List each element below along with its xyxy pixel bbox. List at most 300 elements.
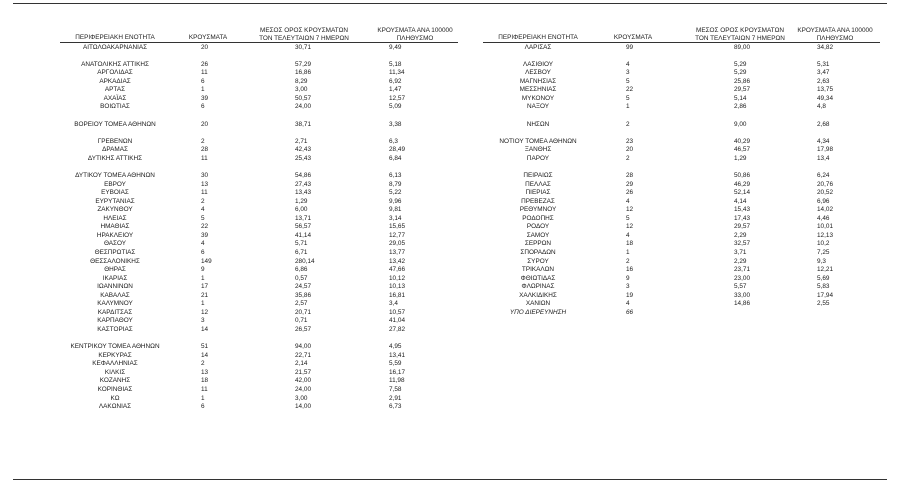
avg-cell: 3,71 — [734, 248, 747, 256]
left-header-avg-line1: ΜΕΣΟΣ ΟΡΟΣ ΚΡΟΥΣΜΑΤΩΝ — [260, 27, 348, 34]
avg-cell: 5,57 — [734, 283, 747, 291]
table-row — [0, 386, 900, 395]
avg-cell: 0,57 — [295, 274, 308, 282]
cases-cell: 14 — [201, 326, 209, 333]
avg-cell: 14,86 — [734, 300, 750, 308]
cases-cell: 21 — [201, 291, 209, 299]
per100k-cell: 11,98 — [389, 377, 405, 385]
table-row — [0, 258, 900, 267]
avg-cell: 1,29 — [734, 154, 747, 162]
per100k-cell: 27,82 — [389, 326, 405, 333]
cases-cell: 39 — [201, 94, 209, 102]
avg-cell: 29,57 — [734, 86, 750, 94]
table-row — [0, 300, 900, 309]
cases-cell: 2 — [201, 137, 205, 145]
cases-cell: 4 — [626, 197, 630, 205]
cases-cell: 23 — [626, 137, 634, 145]
per100k-cell: 10,12 — [389, 274, 405, 282]
region-cell: ΧΑΝΙΩΝ — [525, 300, 551, 308]
region-cell: ΚΕΦΑΛΛΗΝΙΑΣ — [92, 360, 138, 368]
cases-cell: 4 — [626, 300, 630, 308]
per100k-cell: 6,84 — [389, 154, 402, 162]
avg-cell: 5,14 — [734, 94, 747, 102]
cases-cell: 16 — [626, 266, 634, 274]
region-cell: ΛΕΣΒΟΥ — [525, 69, 551, 77]
per100k-cell: 12,13 — [817, 231, 833, 239]
avg-cell: 41,14 — [295, 231, 311, 239]
per100k-cell: 12,77 — [389, 231, 405, 239]
region-cell: ΠΕΙΡΑΙΩΣ — [523, 171, 553, 179]
region-cell: ΚΙΛΚΙΣ — [104, 368, 126, 376]
avg-cell: 2,57 — [295, 300, 308, 308]
table-row — [0, 360, 900, 369]
per100k-cell: 3,38 — [389, 120, 402, 128]
right-header-avg — [690, 27, 790, 42]
left-header-cases: ΚΡΟΥΣΜΑΤΑ — [188, 34, 228, 41]
per100k-cell: 5,59 — [389, 360, 402, 368]
per100k-cell: 10,57 — [389, 308, 405, 316]
cases-cell: 4 — [626, 60, 630, 68]
per100k-cell: 13,4 — [817, 154, 830, 162]
cases-cell: 26 — [201, 60, 209, 68]
per100k-cell: 3,4 — [389, 300, 398, 308]
cases-cell: 13 — [201, 180, 209, 188]
region-cell: ΕΒΡΟΥ — [104, 180, 126, 188]
cases-cell: 4 — [626, 231, 630, 239]
cases-cell: 1 — [201, 300, 205, 308]
region-cell: ΘΗΡΑΣ — [104, 266, 126, 274]
region-cell: ΒΟΙΩΤΙΑΣ — [100, 103, 130, 111]
region-cell: ΣΕΡΡΩΝ — [524, 240, 552, 248]
per100k-cell: 12,57 — [389, 94, 405, 102]
cases-cell: 30 — [201, 171, 209, 179]
table-row — [0, 44, 900, 53]
cases-cell: 1 — [201, 394, 205, 402]
per100k-cell: 2,63 — [817, 77, 830, 85]
table-row — [0, 317, 900, 326]
table-row — [0, 232, 900, 241]
avg-cell: 57,29 — [295, 60, 311, 68]
cases-cell: 2 — [626, 154, 630, 162]
region-cell: ΚΑΣΤΟΡΙΑΣ — [97, 326, 133, 333]
region-cell: ΗΜΑΘΙΑΣ — [100, 223, 130, 231]
region-cell: ΔΥΤΙΚΗΣ ΑΤΤΙΚΗΣ — [87, 154, 143, 162]
per100k-cell: 15,65 — [389, 223, 405, 231]
region-cell: ΒΟΡΕΙΟΥ ΤΟΜΕΑ ΑΘΗΝΩΝ — [74, 120, 156, 128]
right-header-cases: ΚΡΟΥΣΜΑΤΑ — [613, 34, 653, 41]
region-cell: ΜΕΣΣΗΝΙΑΣ — [519, 86, 557, 94]
right-header-region: ΠΕΡΙΦΕΡΕΙΑΚΗ ΕΝΟΤΗΤΑ — [498, 34, 578, 41]
per100k-cell: 47,66 — [389, 266, 405, 274]
cases-cell: 51 — [201, 343, 209, 351]
cases-cell: 20 — [201, 120, 209, 128]
cases-cell: 12 — [626, 206, 634, 214]
cases-cell: 20 — [201, 43, 209, 51]
table-row — [0, 240, 900, 249]
per100k-cell: 10,13 — [389, 283, 405, 291]
avg-cell: 14,00 — [295, 403, 311, 410]
per100k-cell: 28,49 — [389, 146, 405, 154]
avg-cell: 46,57 — [734, 146, 750, 154]
per100k-cell: 13,75 — [817, 86, 833, 94]
region-cell: ΠΑΡΟΥ — [526, 154, 550, 162]
per100k-cell: 34,82 — [817, 43, 833, 51]
avg-cell: 5,71 — [295, 240, 308, 248]
region-cell: ΡΕΘΥΜΝΟΥ — [519, 206, 557, 214]
region-cell: ΧΑΛΚΙΔΙΚΗΣ — [519, 291, 557, 299]
avg-cell: 21,57 — [295, 368, 311, 376]
region-cell: ΑΝΑΤΟΛΙΚΗΣ ΑΤΤΙΚΗΣ — [81, 60, 149, 68]
avg-cell: 29,57 — [734, 223, 750, 231]
per100k-cell: 4,46 — [817, 214, 830, 222]
cases-cell: 2 — [201, 197, 205, 205]
region-cell: ΚΕΡΚΥΡΑΣ — [98, 351, 132, 359]
per100k-cell: 14,02 — [817, 206, 833, 214]
per100k-cell: 9,3 — [817, 257, 826, 265]
cases-cell: 1 — [201, 274, 205, 282]
per100k-cell: 6,92 — [389, 77, 402, 85]
table-row — [0, 275, 900, 284]
table-row — [0, 69, 900, 78]
table-row — [0, 198, 900, 207]
avg-cell: 20,71 — [295, 308, 311, 316]
left-header-per — [370, 27, 460, 42]
region-cell: ΤΡΙΚΑΛΩΝ — [521, 266, 555, 274]
left-header-avg — [254, 27, 354, 42]
cases-cell: 6 — [201, 103, 205, 111]
region-cell: ΚΑΛΥΜΝΟΥ — [97, 300, 133, 308]
avg-cell: 42,43 — [295, 146, 311, 154]
table-row — [0, 266, 900, 275]
avg-cell: 5,29 — [734, 69, 747, 77]
region-cell: ΛΑΡΙΣΑΣ — [524, 43, 552, 51]
per100k-cell: 4,95 — [389, 343, 402, 351]
avg-cell: 4,14 — [734, 197, 747, 205]
table-row — [0, 292, 900, 301]
per100k-cell: 10,2 — [817, 240, 830, 248]
per100k-cell: 3,14 — [389, 214, 402, 222]
region-cell: ΛΑΣΙΘΙΟΥ — [522, 60, 554, 68]
avg-cell: 50,86 — [734, 171, 750, 179]
per100k-cell: 5,31 — [817, 60, 830, 68]
region-cell: ΕΥΒΟΙΑΣ — [101, 189, 129, 196]
cases-cell: 19 — [626, 291, 634, 299]
per100k-cell: 7,58 — [389, 385, 402, 393]
table-row — [0, 395, 900, 404]
cases-cell: 13 — [201, 368, 209, 376]
top-rule — [13, 3, 887, 4]
table-row — [0, 95, 900, 104]
cases-cell: 18 — [626, 240, 634, 248]
table-row — [0, 403, 900, 412]
per100k-cell: 17,94 — [817, 291, 833, 299]
region-cell: ΚΑΒΑΛΑΣ — [100, 291, 130, 299]
avg-cell: 42,00 — [295, 377, 311, 385]
avg-cell: 15,43 — [734, 206, 750, 214]
region-cell: ΡΟΔΟΠΗΣ — [522, 214, 554, 222]
right-header-per-line2: ΠΛΗΘΥΣΜΟ — [816, 34, 854, 42]
avg-cell: 3,00 — [295, 86, 308, 94]
right-header-avg-line2: ΤΟΝ ΤΕΛΕΥΤΑΙΩΝ 7 ΗΜΕΡΩΝ — [695, 34, 785, 42]
per100k-cell: 6,73 — [389, 403, 402, 410]
region-cell: ΑΡΓΟΛΙΔΑΣ — [97, 69, 133, 77]
avg-cell: 5,29 — [734, 60, 747, 68]
table-row — [0, 343, 900, 352]
per100k-cell: 5,69 — [817, 274, 830, 282]
per100k-cell: 2,91 — [389, 394, 402, 402]
region-cell: ΘΕΣΣΑΛΟΝΙΚΗΣ — [90, 257, 140, 265]
per100k-cell: 49,34 — [817, 94, 833, 102]
region-cell: ΚΑΡΔΙΤΣΑΣ — [97, 308, 133, 316]
cases-cell: 6 — [201, 77, 205, 85]
cases-cell: 14 — [201, 351, 209, 359]
avg-cell: 22,71 — [295, 351, 311, 359]
per100k-cell: 6,13 — [389, 171, 402, 179]
cases-cell: 20 — [626, 146, 634, 154]
table-row — [0, 206, 900, 215]
cases-cell: 39 — [201, 231, 209, 239]
per100k-cell: 8,79 — [389, 180, 402, 188]
per100k-cell: 41,04 — [389, 317, 405, 325]
table-row — [0, 309, 900, 318]
region-cell: ΜΥΚΟΝΟΥ — [521, 94, 555, 102]
cases-cell: 17 — [201, 283, 209, 291]
avg-cell: 6,86 — [295, 266, 308, 274]
region-cell: ΔΡΑΜΑΣ — [102, 146, 128, 154]
avg-cell: 94,00 — [295, 343, 311, 351]
region-cell: ΚΑΡΠΑΘΟΥ — [97, 317, 133, 325]
left-header-avg-line2: ΤΟΝ ΤΕΛΕΥΤΑΙΩΝ 7 ΗΜΕΡΩΝ — [259, 34, 349, 42]
cases-cell: 4 — [201, 240, 205, 248]
region-cell: ΖΑΚΥΝΘΟΥ — [97, 206, 133, 214]
per100k-cell: 17,98 — [817, 146, 833, 154]
region-cell: ΙΚΑΡΙΑΣ — [102, 274, 128, 282]
region-cell: ΝΗΣΩΝ — [526, 120, 550, 128]
avg-cell: 54,86 — [295, 171, 311, 179]
cases-cell: 5 — [626, 214, 630, 222]
avg-cell: 2,86 — [734, 103, 747, 111]
avg-cell: 17,43 — [734, 214, 750, 222]
region-cell: ΚΕΝΤΡΙΚΟΥ ΤΟΜΕΑ ΑΘΗΝΩΝ — [70, 343, 160, 351]
region-cell: ΕΥΡΥΤΑΝΙΑΣ — [95, 197, 135, 205]
cases-cell: 18 — [201, 377, 209, 385]
region-cell: ΠΕΛΛΑΣ — [525, 180, 551, 188]
cases-cell: 3 — [201, 317, 205, 325]
per100k-cell: 5,22 — [389, 189, 402, 196]
per100k-cell: 3,47 — [817, 69, 830, 77]
per100k-cell: 13,77 — [389, 248, 405, 256]
cases-cell: 28 — [626, 171, 634, 179]
cases-cell: 5 — [201, 214, 205, 222]
per100k-cell: 1,47 — [389, 86, 402, 94]
region-cell: ΦΘΙΩΤΙΔΑΣ — [520, 274, 556, 282]
per100k-cell: 9,49 — [389, 43, 402, 51]
region-cell: ΝΑΞΟΥ — [526, 103, 550, 111]
avg-cell: 1,29 — [295, 197, 308, 205]
per100k-cell: 11,34 — [389, 69, 405, 77]
region-cell: ΥΠΟ ΔΙΕΡΕΥΝΗΣΗ — [509, 308, 567, 316]
avg-cell: 33,00 — [734, 291, 750, 299]
table-row — [0, 326, 900, 335]
region-cell: ΣΥΡΟΥ — [527, 257, 549, 265]
avg-cell: 24,00 — [295, 103, 311, 111]
table-row — [0, 103, 900, 112]
avg-cell: 2,29 — [734, 257, 747, 265]
cases-cell: 1 — [626, 248, 630, 256]
region-cell: ΗΡΑΚΛΕΙΟΥ — [96, 231, 134, 239]
region-cell: ΝΟΤΙΟΥ ΤΟΜΕΑ ΑΘΗΝΩΝ — [499, 137, 577, 145]
per100k-cell: 6,24 — [817, 171, 830, 179]
per100k-cell: 7,25 — [817, 248, 830, 256]
per100k-cell: 13,41 — [389, 351, 405, 359]
avg-cell: 25,86 — [734, 77, 750, 85]
avg-cell: 0,71 — [295, 317, 308, 325]
table-row — [0, 369, 900, 378]
per100k-cell: 5,83 — [817, 283, 830, 291]
cases-cell: 2 — [626, 257, 630, 265]
cases-cell: 2 — [201, 360, 205, 368]
table-row — [0, 86, 900, 95]
avg-cell: 56,57 — [295, 223, 311, 231]
per100k-cell: 10,01 — [817, 223, 833, 231]
avg-cell: 25,43 — [295, 154, 311, 162]
avg-cell: 6,71 — [295, 248, 308, 256]
table-row — [0, 78, 900, 87]
region-cell: ΚΟΖΑΝΗΣ — [99, 377, 131, 385]
right-header-per — [790, 27, 880, 42]
region-cell: ΠΡΕΒΕΖΑΣ — [521, 197, 555, 205]
per100k-cell: 2,68 — [817, 120, 830, 128]
avg-cell: 8,29 — [295, 77, 308, 85]
avg-cell: 280,14 — [295, 257, 315, 265]
cases-cell: 22 — [626, 86, 634, 94]
avg-cell: 38,71 — [295, 120, 311, 128]
avg-cell: 50,57 — [295, 94, 311, 102]
cases-cell: 11 — [201, 189, 208, 196]
avg-cell: 2,29 — [734, 231, 747, 239]
cases-cell: 66 — [626, 308, 634, 316]
table-row — [0, 215, 900, 224]
table-row — [0, 223, 900, 232]
table-row — [0, 283, 900, 292]
per100k-cell: 16,17 — [389, 368, 405, 376]
avg-cell: 30,71 — [295, 43, 311, 51]
region-cell: ΑΙΤΩΛΟΑΚΑΡΝΑΝΙΑΣ — [82, 43, 148, 51]
cases-cell: 28 — [201, 146, 209, 154]
avg-cell: 26,57 — [295, 326, 311, 333]
per100k-cell: 9,96 — [389, 197, 402, 205]
avg-cell: 2,14 — [295, 360, 308, 368]
bottom-rule — [13, 479, 887, 480]
avg-cell: 24,57 — [295, 283, 311, 291]
table-row — [0, 249, 900, 258]
table-row — [0, 138, 900, 147]
avg-cell: 6,00 — [295, 206, 308, 214]
avg-cell: 46,29 — [734, 180, 750, 188]
avg-cell: 27,43 — [295, 180, 311, 188]
right-header-avg-line1: ΜΕΣΟΣ ΟΡΟΣ ΚΡΟΥΣΜΑΤΩΝ — [696, 27, 784, 34]
avg-cell: 23,00 — [734, 274, 750, 282]
per100k-cell: 6,96 — [817, 197, 830, 205]
cases-cell: 6 — [201, 248, 205, 256]
cases-cell: 2 — [626, 120, 630, 128]
table-row — [0, 155, 900, 164]
avg-cell: 89,00 — [734, 43, 750, 51]
region-cell: ΙΩΑΝΝΙΝΩΝ — [97, 283, 133, 291]
avg-cell: 2,71 — [295, 137, 308, 145]
cases-cell: 12 — [626, 223, 634, 231]
cases-cell: 11 — [201, 385, 208, 393]
table-row — [0, 352, 900, 361]
table-row — [0, 61, 900, 70]
region-cell: ΣΠΟΡΑΔΩΝ — [520, 248, 556, 256]
avg-cell: 9,00 — [734, 120, 747, 128]
table-row — [0, 146, 900, 155]
region-cell: ΑΡΤΑΣ — [104, 86, 126, 94]
avg-cell: 35,86 — [295, 291, 311, 299]
per100k-cell: 5,09 — [389, 103, 402, 111]
region-cell: ΣΑΜΟΥ — [526, 231, 550, 239]
cases-cell: 29 — [626, 180, 634, 188]
table-row — [0, 377, 900, 386]
table-row — [0, 189, 900, 198]
cases-cell: 149 — [201, 257, 212, 265]
left-header-region: ΠΕΡΙΦΕΡΕΙΑΚΗ ΕΝΟΤΗΤΑ — [75, 34, 155, 41]
per100k-cell: 29,05 — [389, 240, 405, 248]
region-cell: ΑΡΚΑΔΙΑΣ — [99, 77, 131, 85]
cases-cell: 22 — [201, 223, 209, 231]
cases-cell: 9 — [626, 274, 630, 282]
cases-cell: 1 — [626, 103, 630, 111]
region-cell: ΓΡΕΒΕΝΩΝ — [97, 137, 133, 145]
per100k-cell: 2,55 — [817, 300, 830, 308]
per100k-cell: 9,81 — [389, 206, 402, 214]
avg-cell: 13,71 — [295, 214, 311, 222]
region-cell: ΗΛΕΙΑΣ — [103, 214, 127, 222]
avg-cell: 13,43 — [295, 189, 311, 196]
cases-cell: 5 — [626, 94, 630, 102]
cases-cell: 99 — [626, 43, 634, 51]
region-cell: ΛΑΚΩΝΙΑΣ — [98, 403, 132, 410]
avg-cell: 40,29 — [734, 137, 750, 145]
per100k-cell: 5,18 — [389, 60, 402, 68]
per100k-cell: 20,76 — [817, 180, 833, 188]
region-cell: ΔΥΤΙΚΟΥ ΤΟΜΕΑ ΑΘΗΝΩΝ — [75, 171, 155, 179]
avg-cell: 23,71 — [734, 266, 750, 274]
cases-cell: 5 — [626, 77, 630, 85]
region-cell: ΚΩ — [110, 394, 120, 402]
table-row — [0, 121, 900, 130]
cases-cell: 11 — [201, 154, 208, 162]
left-header-per-line2: ΠΛΗΘΥΣΜΟ — [396, 34, 434, 42]
region-cell: ΑΧΑΪΑΣ — [103, 94, 127, 102]
region-cell: ΠΙΕΡΙΑΣ — [525, 189, 551, 196]
avg-cell: 16,86 — [295, 69, 311, 77]
left-header-per-line1: ΚΡΟΥΣΜΑΤΑ ΑΝΑ 100000 — [377, 27, 453, 34]
region-cell: ΡΟΔΟΥ — [526, 223, 550, 231]
cases-cell: 11 — [201, 69, 208, 77]
cases-cell: 26 — [626, 189, 634, 196]
cases-cell: 1 — [201, 86, 205, 94]
avg-cell: 32,57 — [734, 240, 750, 248]
cases-cell: 12 — [201, 308, 209, 316]
cases-cell: 6 — [201, 403, 205, 410]
per100k-cell: 4,34 — [817, 137, 830, 145]
per100k-cell: 6,3 — [389, 137, 398, 145]
per100k-cell: 12,21 — [817, 266, 833, 274]
avg-cell: 3,00 — [295, 394, 308, 402]
region-cell: ΘΑΣΟΥ — [103, 240, 127, 248]
